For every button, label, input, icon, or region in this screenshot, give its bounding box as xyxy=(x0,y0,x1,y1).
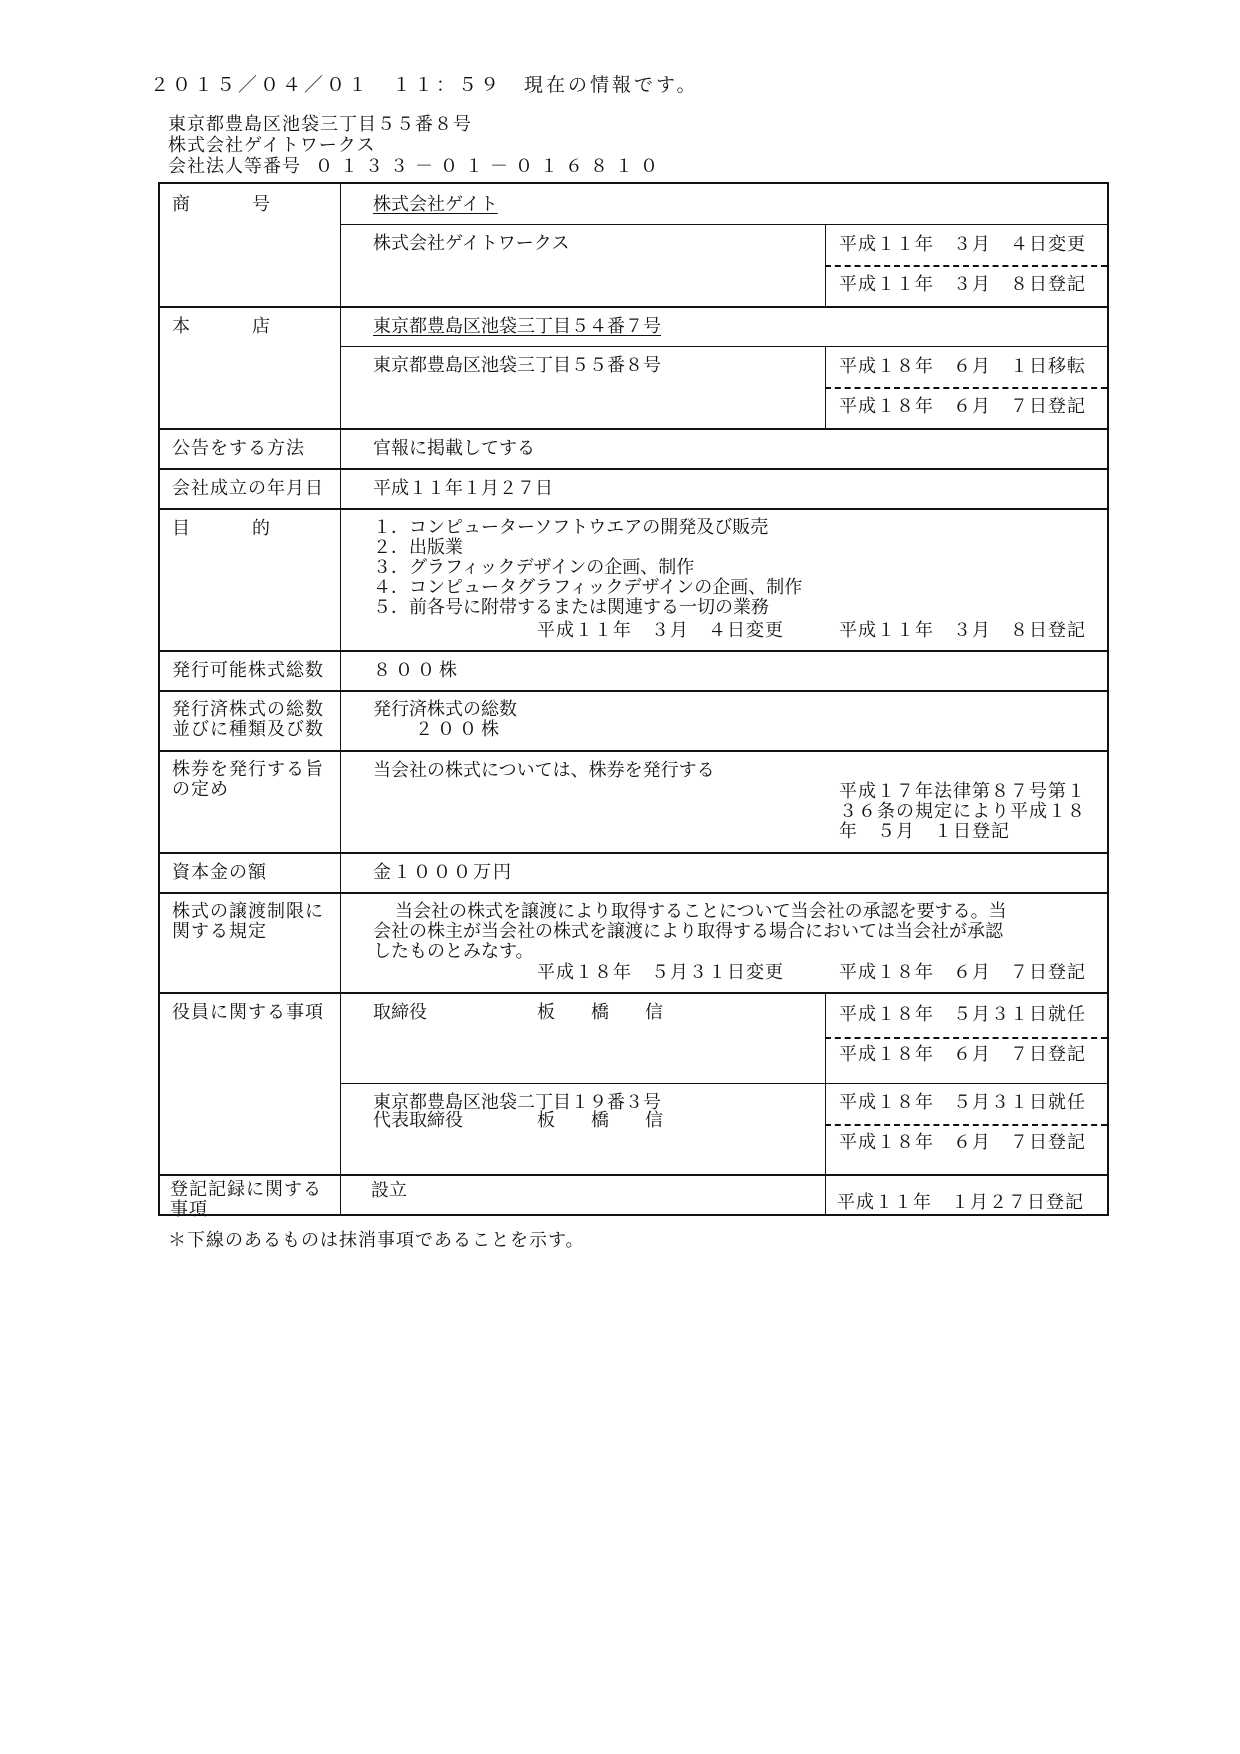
purpose-item: ４．コンピュータグラフィックデザインの企画、制作 xyxy=(373,577,803,598)
header-address: 東京都豊島区池袋三丁目５５番８号 xyxy=(168,114,472,135)
head-office-registered-date: 平成１８年 ６月 ７日登記 xyxy=(839,396,1086,417)
row-sep xyxy=(160,992,1107,994)
rep-registered-date: 平成１８年 ６月 ７日登記 xyxy=(839,1132,1086,1153)
director-appointed-date: 平成１８年 ５月３１日就任 xyxy=(839,1004,1086,1025)
row-sep xyxy=(160,690,1107,692)
share-certificates-note: 平成１７年法律第８７号第１ ３６条の規定により平成１８ 年 ５月 １日登記 xyxy=(839,781,1086,842)
footnote: ＊下線のあるものは抹消事項であることを示す。 xyxy=(168,1230,585,1251)
transfer-restriction-change-date: 平成１８年 ５月３１日変更 xyxy=(537,962,784,983)
corp-number-label: 会社法人等番号 xyxy=(168,156,301,177)
transfer-restriction-registered-date: 平成１８年 ６月 ７日登記 xyxy=(839,962,1086,983)
header-corp-number xyxy=(168,152,665,178)
registry-table xyxy=(158,182,1109,1216)
sub-sep xyxy=(340,1083,1107,1084)
registration-record-value: 設立 xyxy=(371,1180,407,1201)
head-office-moved-date: 平成１８年 ６月 １日移転 xyxy=(839,356,1086,377)
authorized-shares-value: ８００株 xyxy=(373,660,461,681)
label-transfer-restriction: 株式の譲渡制限に 関する規定 xyxy=(172,901,324,942)
purpose-item: ５．前各号に附帯するまたは関連する一切の業務 xyxy=(373,597,769,618)
label-purpose: 目 的 xyxy=(172,518,292,539)
director-registered-date: 平成１８年 ６月 ７日登記 xyxy=(839,1044,1086,1065)
purpose-item: ２．出版業 xyxy=(373,537,463,558)
director-name: 板 橋 信 xyxy=(537,1002,663,1023)
capital-value: 金１０００万円 xyxy=(373,862,513,883)
date-dash-sep xyxy=(825,1037,1107,1039)
row-sep xyxy=(160,1174,1107,1176)
date-dash-sep xyxy=(825,265,1107,267)
purpose-registered-date: 平成１１年 ３月 ８日登記 xyxy=(839,620,1086,641)
purpose-item: １．コンピューターソフトウエアの開発及び販売 xyxy=(373,517,769,538)
label-established: 会社成立の年月日 xyxy=(172,478,324,499)
purpose-list xyxy=(373,518,802,618)
head-office-new: 東京都豊島区池袋三丁目５５番８号 xyxy=(373,355,661,376)
registration-record-label: 登記記録に関する 事項 xyxy=(170,1179,322,1220)
row-sep xyxy=(160,892,1107,894)
rep-address: 東京都豊島区池袋二丁目１９番３号 xyxy=(373,1092,661,1113)
label-authorized-shares: 発行可能株式総数 xyxy=(172,660,324,681)
row-sep xyxy=(160,468,1107,470)
trade-name-registered-date: 平成１１年 ３月 ８日登記 xyxy=(839,274,1086,295)
row-sep xyxy=(160,508,1107,510)
label-officers: 役員に関する事項 xyxy=(172,1002,324,1023)
label-capital: 資本金の額 xyxy=(172,862,267,883)
registration-record-date: 平成１１年 １月２７日登記 xyxy=(837,1192,1084,1213)
issued-shares-value: 発行済株式の総数 ２００株 xyxy=(373,699,517,740)
label-issued-shares: 発行済株式の総数 並びに種類及び数 xyxy=(172,699,324,740)
established-value: 平成１１年１月２７日 xyxy=(373,478,553,499)
date-dash-sep xyxy=(825,387,1107,389)
trade-name-old: 株式会社ゲイト xyxy=(373,194,498,215)
transfer-restriction-text: 当会社の株式を譲渡により取得することについて当会社の承認を要する。当 会社の株主が当会社の株式を譲渡により取得する場合においては当会社が承認 したものとみなす。 xyxy=(373,901,1007,962)
row-sep xyxy=(160,306,1107,308)
label-public-notice: 公告をする方法 xyxy=(172,438,305,459)
head-office-old: 東京都豊島区池袋三丁目５４番７号 xyxy=(373,316,661,337)
row-sep xyxy=(160,650,1107,652)
row-sep xyxy=(160,852,1107,854)
purpose-item: ３．グラフィックデザインの企画、制作 xyxy=(373,557,695,578)
rep-name: 板 橋 信 xyxy=(537,1110,663,1131)
date-dash-sep xyxy=(825,1124,1107,1126)
row-sep xyxy=(160,750,1107,752)
director-title: 取締役 xyxy=(373,1002,427,1023)
sub-sep xyxy=(340,346,1107,347)
purpose-change-date: 平成１１年 ３月 ４日変更 xyxy=(537,620,784,641)
rep-title: 代表取締役 xyxy=(373,1110,463,1131)
timestamp-line: ２０１５／０４／０１ １１：５９ 現在の情報です。 xyxy=(150,74,699,96)
rep-appointed-date: 平成１８年 ５月３１日就任 xyxy=(839,1092,1086,1113)
trade-name-new: 株式会社ゲイトワークス xyxy=(373,233,570,254)
sub-sep xyxy=(340,224,1107,225)
label-column-divider xyxy=(340,184,341,1214)
trade-name-change-date: 平成１１年 ３月 ４日変更 xyxy=(839,234,1086,255)
date-divider-officers xyxy=(825,992,826,1214)
public-notice-value: 官報に掲載してする xyxy=(373,438,535,459)
label-trade-name: 商 号 xyxy=(172,194,292,215)
row-sep xyxy=(160,428,1107,430)
corp-number-value: ０１３３－０１－０１６８１０ xyxy=(315,156,665,177)
label-share-certificates: 株券を発行する旨 の定め xyxy=(172,759,324,800)
header-company-name: 株式会社ゲイトワークス xyxy=(168,135,376,156)
label-head-office: 本 店 xyxy=(172,316,292,337)
share-certificates-value: 当会社の株式については、株券を発行する xyxy=(373,760,715,781)
